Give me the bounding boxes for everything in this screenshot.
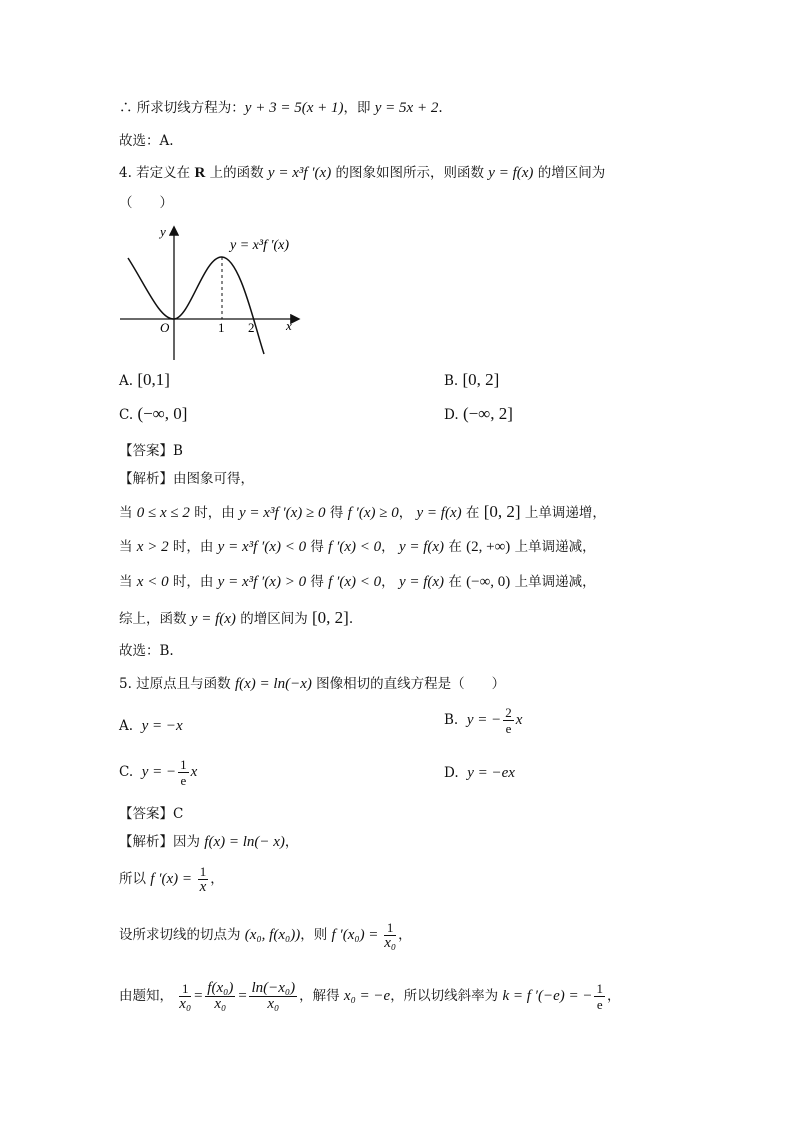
equation: y = f(x) (416, 505, 462, 521)
equation: f ′(x₀) = (331, 927, 383, 943)
option-value: y = −x (141, 718, 183, 734)
question-number: 4. (119, 165, 132, 181)
option-c-5 (119, 757, 197, 788)
option-a (119, 370, 170, 391)
text: 时，由 (168, 574, 218, 590)
equation: f(x) = ln(−x) (234, 676, 312, 692)
option-c (119, 404, 187, 425)
text: 当 (119, 505, 137, 521)
answer-5: 【答案】C (119, 806, 184, 822)
denominator: x₀ (214, 996, 227, 1012)
analysis-step-3 (119, 572, 596, 592)
option-value: x (515, 712, 523, 728)
derivative-line (119, 864, 224, 895)
option-letter: D. (444, 765, 459, 781)
text: 过原点且与函数 (131, 676, 235, 692)
fraction (503, 705, 514, 736)
choice-line: 故选：A. (119, 133, 174, 149)
solve-line (119, 981, 620, 1012)
option-letter: A. (119, 373, 134, 389)
text: 上的函数 (205, 165, 268, 181)
equals: = (193, 988, 204, 1004)
equation: f ′(x) = (150, 871, 196, 887)
choice-line-4: 故选：B. (119, 643, 174, 659)
text: ， (284, 834, 299, 850)
equation: y = x³f ′(x) > 0 (217, 574, 307, 590)
option-value: x (190, 764, 198, 780)
equation: y = f(x) (488, 165, 534, 181)
option-a-5 (119, 716, 183, 736)
numerator: 1 (596, 981, 603, 996)
analysis-summary (119, 608, 353, 629)
option-letter: A. (119, 718, 134, 734)
text: 上单调递减， (510, 574, 596, 590)
equation: y = f(x) (190, 611, 236, 627)
text: 在 (444, 539, 467, 555)
analysis-step-1 (119, 502, 606, 523)
text: 当 (119, 539, 137, 555)
option-b (444, 370, 499, 391)
interval: [0, 2] (483, 502, 521, 521)
real-set-symbol: R (194, 165, 206, 181)
equation: y + 3 = 5(x + 1) (244, 100, 344, 116)
question-4 (119, 163, 605, 183)
equation: y = f(x) (398, 539, 445, 555)
text: ， (606, 988, 621, 1004)
text: 在 (461, 505, 484, 521)
curve-label: y = x³f ′(x) (230, 238, 290, 253)
equation: y = x³f ′(x) ≥ 0 (239, 505, 326, 521)
text: 在 (444, 574, 467, 590)
numerator: 2 (505, 705, 512, 720)
interval: [0, 2] (312, 608, 349, 627)
analysis-step-2 (119, 537, 596, 557)
numerator: f(x₀) (207, 980, 234, 996)
fraction (594, 981, 605, 1012)
option-value: (−∞, 0] (137, 404, 188, 423)
option-d (444, 404, 513, 425)
text: 当 (119, 574, 137, 590)
analysis-4: 【解析】由图象可得， (119, 471, 254, 487)
numerator: 1 (180, 757, 187, 772)
fraction (384, 920, 396, 951)
denominator: x (199, 879, 207, 895)
tick-1: 1 (218, 320, 225, 335)
text: ， (210, 871, 224, 887)
equation: f ′(x) ≥ 0 (347, 505, 399, 521)
equation: (x₀, f(x₀)) (244, 927, 301, 943)
text: 时，由 (168, 539, 218, 555)
text: ∴ 所求切线方程为： (119, 100, 245, 116)
denominator: e (180, 773, 187, 788)
numerator: 1 (179, 981, 191, 997)
text: 设所求切线的切点为 (119, 927, 245, 943)
equation: f ′(x) < 0 (328, 539, 382, 555)
equation: 0 ≤ x ≤ 2 (136, 505, 190, 521)
text: ，所以切线斜率为 (390, 988, 503, 1004)
equation: y = 5x + 2 (374, 100, 439, 116)
question-4-paren: （ ） (119, 195, 173, 211)
text: ， (398, 505, 417, 521)
text: . (348, 611, 354, 627)
equation: f ′(x) < 0 (328, 574, 382, 590)
equation: f(x) = ln(− x) (204, 834, 285, 850)
text: ， (398, 927, 412, 943)
text: 所以 (119, 871, 151, 887)
option-b-5 (444, 705, 522, 736)
answer-4: 【答案】B (119, 443, 183, 459)
fraction (205, 981, 235, 1012)
text: ， (381, 574, 399, 590)
text: ， (381, 539, 399, 555)
x-axis-label: x (286, 318, 292, 333)
text: 综上，函数 (119, 611, 191, 627)
y-axis-label: y (160, 224, 166, 239)
option-value: [0, 2] (462, 370, 500, 389)
option-letter: B. (444, 712, 459, 728)
denominator: e (596, 997, 603, 1012)
option-letter: B. (444, 373, 459, 389)
option-value: y = − (141, 764, 177, 780)
denominator: x₀ (267, 996, 280, 1012)
text: 的增区间为 (235, 611, 312, 627)
equation: x < 0 (136, 574, 169, 590)
tick-2: 2 (248, 320, 255, 335)
origin-label: O (160, 320, 170, 335)
text: 【解析】因为 (119, 834, 205, 850)
text: 上单调递减， (510, 539, 596, 555)
option-value: (−∞, 2] (462, 404, 513, 423)
numerator: 1 (384, 920, 396, 936)
numerator: 1 (199, 864, 207, 879)
text: 得 (306, 539, 329, 555)
option-value: [0,1] (137, 370, 170, 389)
function-graph (118, 222, 308, 364)
conclusion-line (119, 98, 443, 118)
text: 的增区间为 (533, 165, 606, 181)
curve (128, 257, 264, 354)
text: ，解得 (299, 988, 344, 1004)
option-letter: C. (119, 764, 134, 780)
option-d-5 (444, 763, 515, 783)
text: 时，由 (189, 505, 240, 521)
fraction (179, 981, 191, 1012)
denominator: x₀ (384, 935, 397, 951)
text: 图像相切的直线方程是（ ） (311, 676, 506, 692)
interval: (2, +∞) (466, 539, 511, 555)
option-value: y = − (466, 712, 502, 728)
equation: y = f(x) (398, 574, 445, 590)
denominator: x₀ (179, 996, 192, 1012)
equation: y = x³f ′(x) (267, 165, 332, 181)
equation: x > 2 (136, 539, 169, 555)
equation: k = f ′(−e) = − (502, 988, 593, 1004)
text: 由题知， (119, 988, 178, 1004)
text: ，则 (300, 927, 332, 943)
interval: (−∞, 0) (466, 574, 511, 590)
tangent-point-line (119, 920, 412, 951)
fraction (178, 757, 189, 788)
question-5 (119, 674, 505, 694)
equation: y = x³f ′(x) < 0 (217, 539, 307, 555)
text: 上单调递增， (520, 505, 606, 521)
text: 得 (325, 505, 348, 521)
equals: = (237, 988, 248, 1004)
text: . (438, 100, 443, 116)
analysis-5 (119, 832, 298, 852)
equation: x₀ = −e (343, 988, 391, 1004)
fraction (198, 864, 209, 895)
option-value: y = −ex (467, 765, 515, 781)
text: 若定义在 (131, 165, 195, 181)
question-number: 5. (119, 676, 132, 692)
text: 的图象如图所示，则函数 (331, 165, 489, 181)
numerator: ln(−x₀) (251, 980, 296, 996)
denominator: e (505, 721, 512, 736)
text: 得 (306, 574, 329, 590)
option-letter: C. (119, 407, 134, 423)
text: ，即 (343, 100, 375, 116)
fraction (249, 981, 297, 1012)
option-letter: D. (444, 407, 459, 423)
